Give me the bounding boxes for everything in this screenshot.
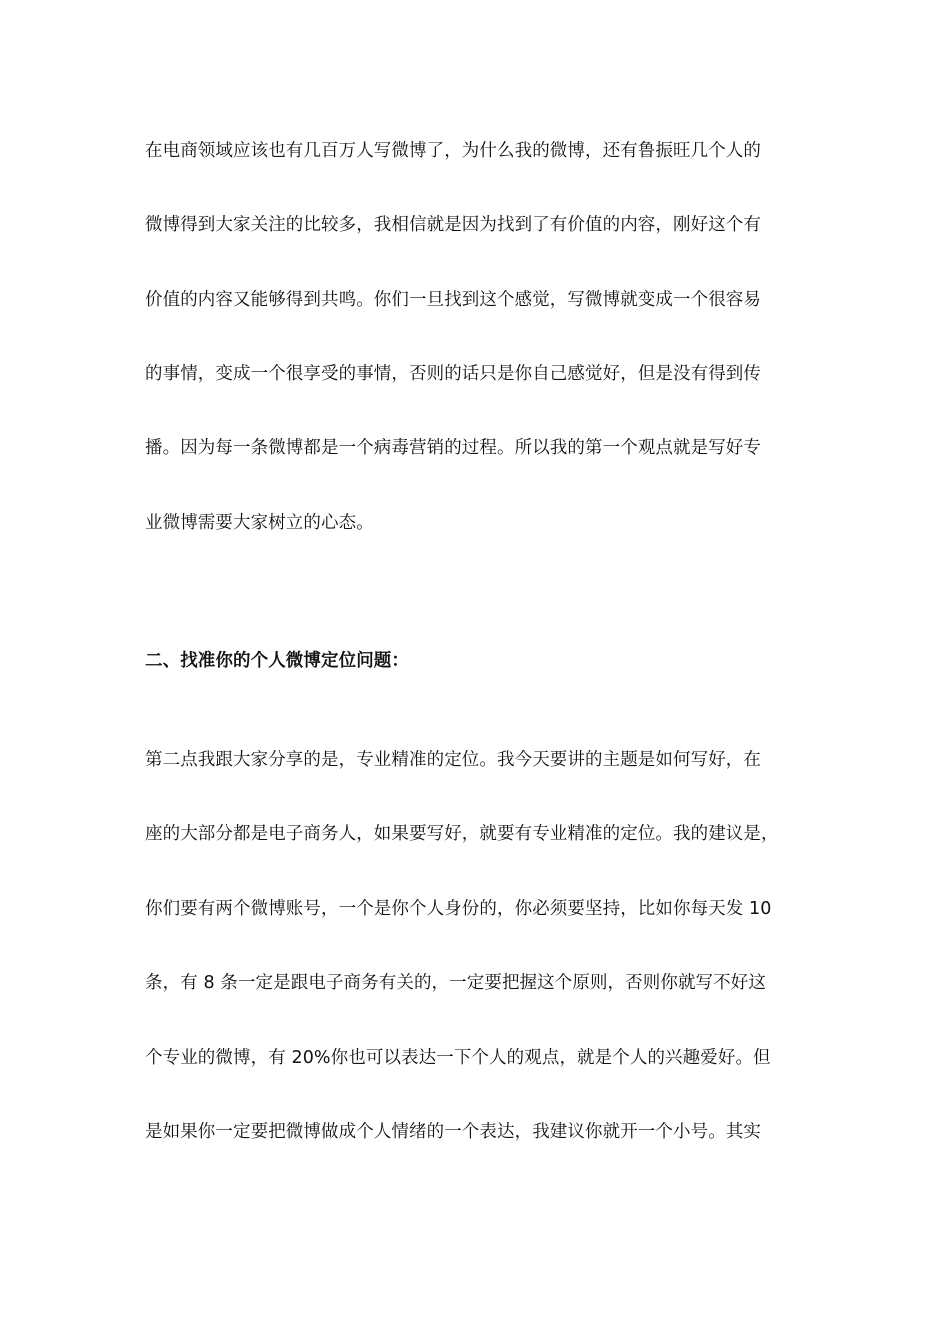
body-text-line: 播。因为每一条微博都是一个病毒营销的过程。所以我的第一个观点就是写好专 <box>145 438 761 458</box>
body-text-line: 的事情，变成一个很享受的事情，否则的话只是你自己感觉好，但是没有得到传 <box>145 364 761 384</box>
body-text-line: 是如果你一定要把微博做成个人情绪的一个表达，我建议你就开一个小号。其实 <box>145 1122 761 1142</box>
body-text-line: 业微博需要大家树立的心态。 <box>145 513 374 533</box>
body-text-line: 你们要有两个微博账号，一个是你个人身份的，你必须要坚持，比如你每天发 10 <box>145 899 772 919</box>
body-text-line: 价值的内容又能够得到共鸣。你们一旦找到这个感觉，写微博就变成一个很容易 <box>145 290 761 310</box>
body-text-line: 在电商领域应该也有几百万人写微博了，为什么我的微博，还有鲁振旺几个人的 <box>145 141 761 161</box>
body-text-line: 微博得到大家关注的比较多，我相信就是因为找到了有价值的内容，刚好这个有 <box>145 215 761 235</box>
body-text-line: 条，有 8 条一定是跟电子商务有关的，一定要把握这个原则，否则你就写不好这 <box>145 973 766 993</box>
section-heading: 二、找准你的个人微博定位问题： <box>145 651 409 671</box>
body-text-line: 座的大部分都是电子商务人，如果要写好，就要有专业精准的定位。我的建议是， <box>145 824 779 844</box>
body-text-line: 第二点我跟大家分享的是，专业精准的定位。我今天要讲的主题是如何写好，在 <box>145 750 761 770</box>
body-text-line: 个专业的微博，有 20%你也可以表达一下个人的观点，就是个人的兴趣爱好。但 <box>145 1048 771 1068</box>
